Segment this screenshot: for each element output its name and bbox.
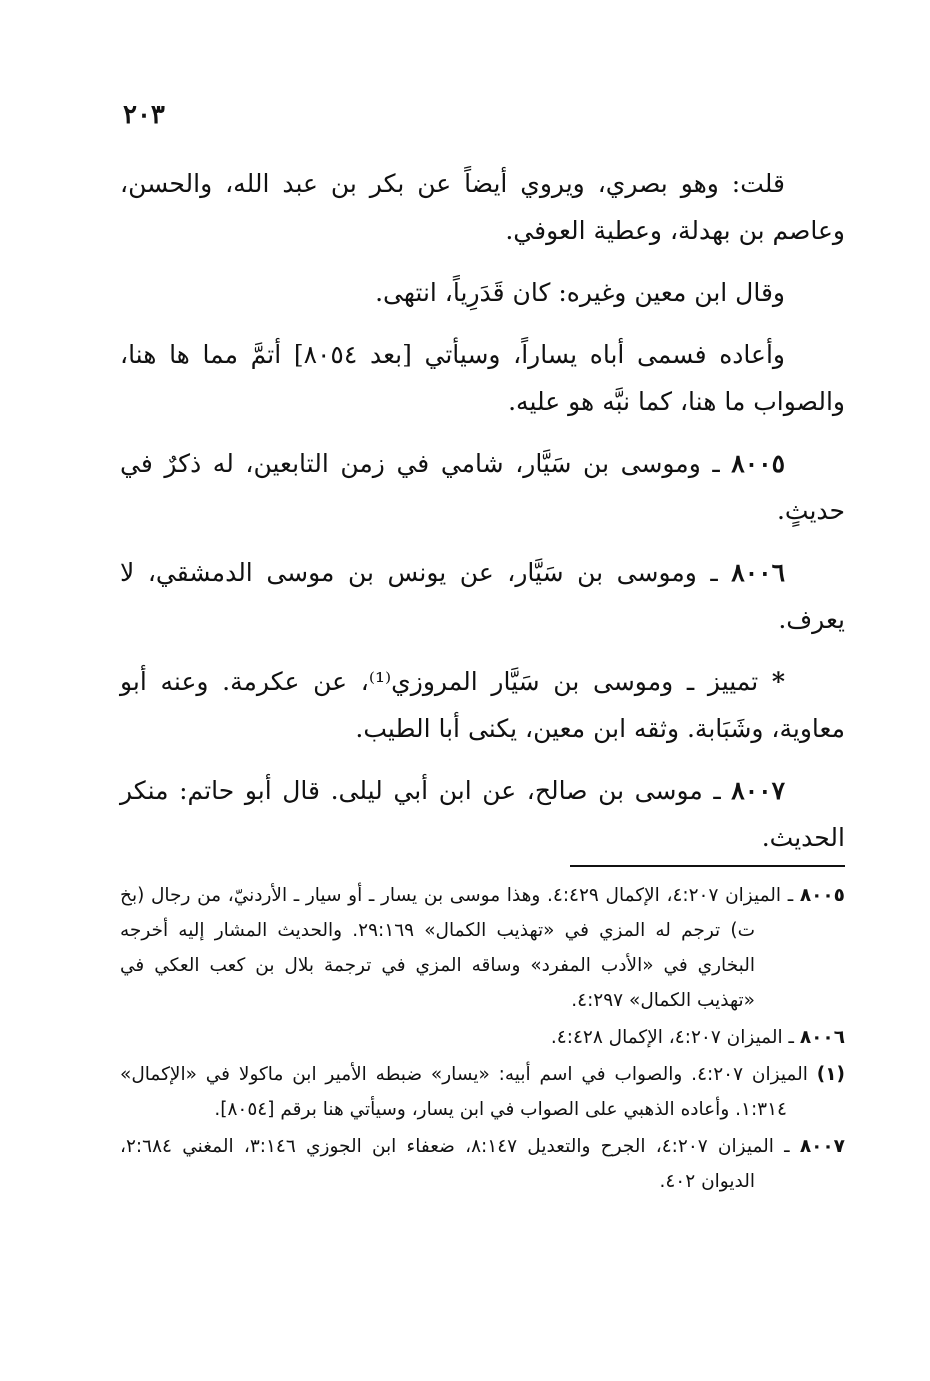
paragraph-note (120, 160, 845, 254)
footnote-text: ـ الميزان ٤:٢٠٧، الإكمال ٤:٤٢٨. (550, 1027, 800, 1048)
paragraph-text: قلت: وهو بصري، ويروي أيضاً عن بكر بن عبد الله، والحسن، وعاصم بن بهدلة، وعطية العوفي. (120, 169, 845, 245)
entry-text: ـ موسى بن صالح، عن ابن أبي ليلى. قال أبو حاتم: منكر الحديث. (120, 776, 845, 852)
entry-number: ٨٠٠٥ (731, 449, 785, 478)
paragraph-ibn-maeen (120, 269, 845, 316)
footnote-divider (570, 865, 845, 867)
entry-number: ٨٠٠٧ (731, 776, 785, 805)
paragraph-correction (120, 331, 845, 425)
page-number: ٢٠٣ (123, 100, 165, 130)
entry-number: ٨٠٠٦ (731, 558, 785, 587)
footnote-number: ٨٠٠٥ (799, 885, 845, 906)
paragraph-text: وأعاده فسمى أباه يساراً، وسيأتي [بعد ٨٠٥٤] أتمَّ مما ها هنا، والصواب ما هنا، كما نبَّه هو عليه. (120, 340, 845, 416)
footnote-1 (120, 1057, 845, 1127)
entry-8006 (120, 549, 845, 643)
entry-8007 (120, 767, 845, 861)
entry-8005 (120, 440, 845, 534)
entry-distinction (120, 658, 845, 752)
main-text (120, 160, 845, 876)
footnote-8005 (120, 878, 845, 1018)
footnote-text: ـ الميزان ٤:٢٠٧، الجرح والتعديل ٨:١٤٧، ضعفاء ابن الجوزي ٣:١٤٦، المغني ٢:٦٨٤، الديوان ٤٠٢. (120, 1136, 800, 1192)
footnote-number: ٨٠٠٦ (799, 1027, 845, 1048)
footnote-number: (١) (816, 1064, 845, 1085)
asterisk-marker: * (771, 667, 785, 696)
footnote-text: ـ الميزان ٤:٢٠٧، الإكمال ٤:٤٢٩. وهذا موسى بن يسار ـ أو سيار ـ الأردنيّ، من رجال (بخ ت) ترجم له المزي في «تهذيب الكمال» ٢٩:١٦٩. والحديث المشار إليه أخرجه البخاري في «الأدب المفرد» وساقه المزي في ترجمة بلال بن كعب العكي في «تهذيب الكمال» ٤:٢٩٧. (120, 885, 800, 1011)
paragraph-text: وقال ابن معين وغيره: كان قَدَرِياً، انتهى. (375, 278, 785, 307)
entry-text: ـ وموسى بن سَيَّار، شامي في زمن التابعين، له ذكرٌ في حديثٍ. (120, 449, 845, 525)
footnote-8006 (120, 1020, 845, 1055)
footnote-number: ٨٠٠٧ (799, 1136, 845, 1157)
entry-text: ـ وموسى بن سَيَّار، عن يونس بن موسى الدمشقي، لا يعرف. (120, 558, 845, 634)
footnotes (120, 878, 845, 1201)
entry-text: تمييز ـ وموسى بن سَيَّار المروزي⁽¹⁾، عن عكرمة. وعنه أبو معاوية، وشَبَابة. وثقه ابن معين، يكنى أبا الطيب. (120, 667, 845, 743)
footnote-8007 (120, 1129, 845, 1199)
footnote-text: الميزان ٤:٢٠٧. والصواب في اسم أبيه: «يسار» ضبطه الأمير ابن ماكولا في «الإكمال» ١:٣١٤. وأعاده الذهبي على الصواب في ابن يسار، وسيأتي هنا برقم [٨٠٥٤]. (120, 1064, 817, 1120)
